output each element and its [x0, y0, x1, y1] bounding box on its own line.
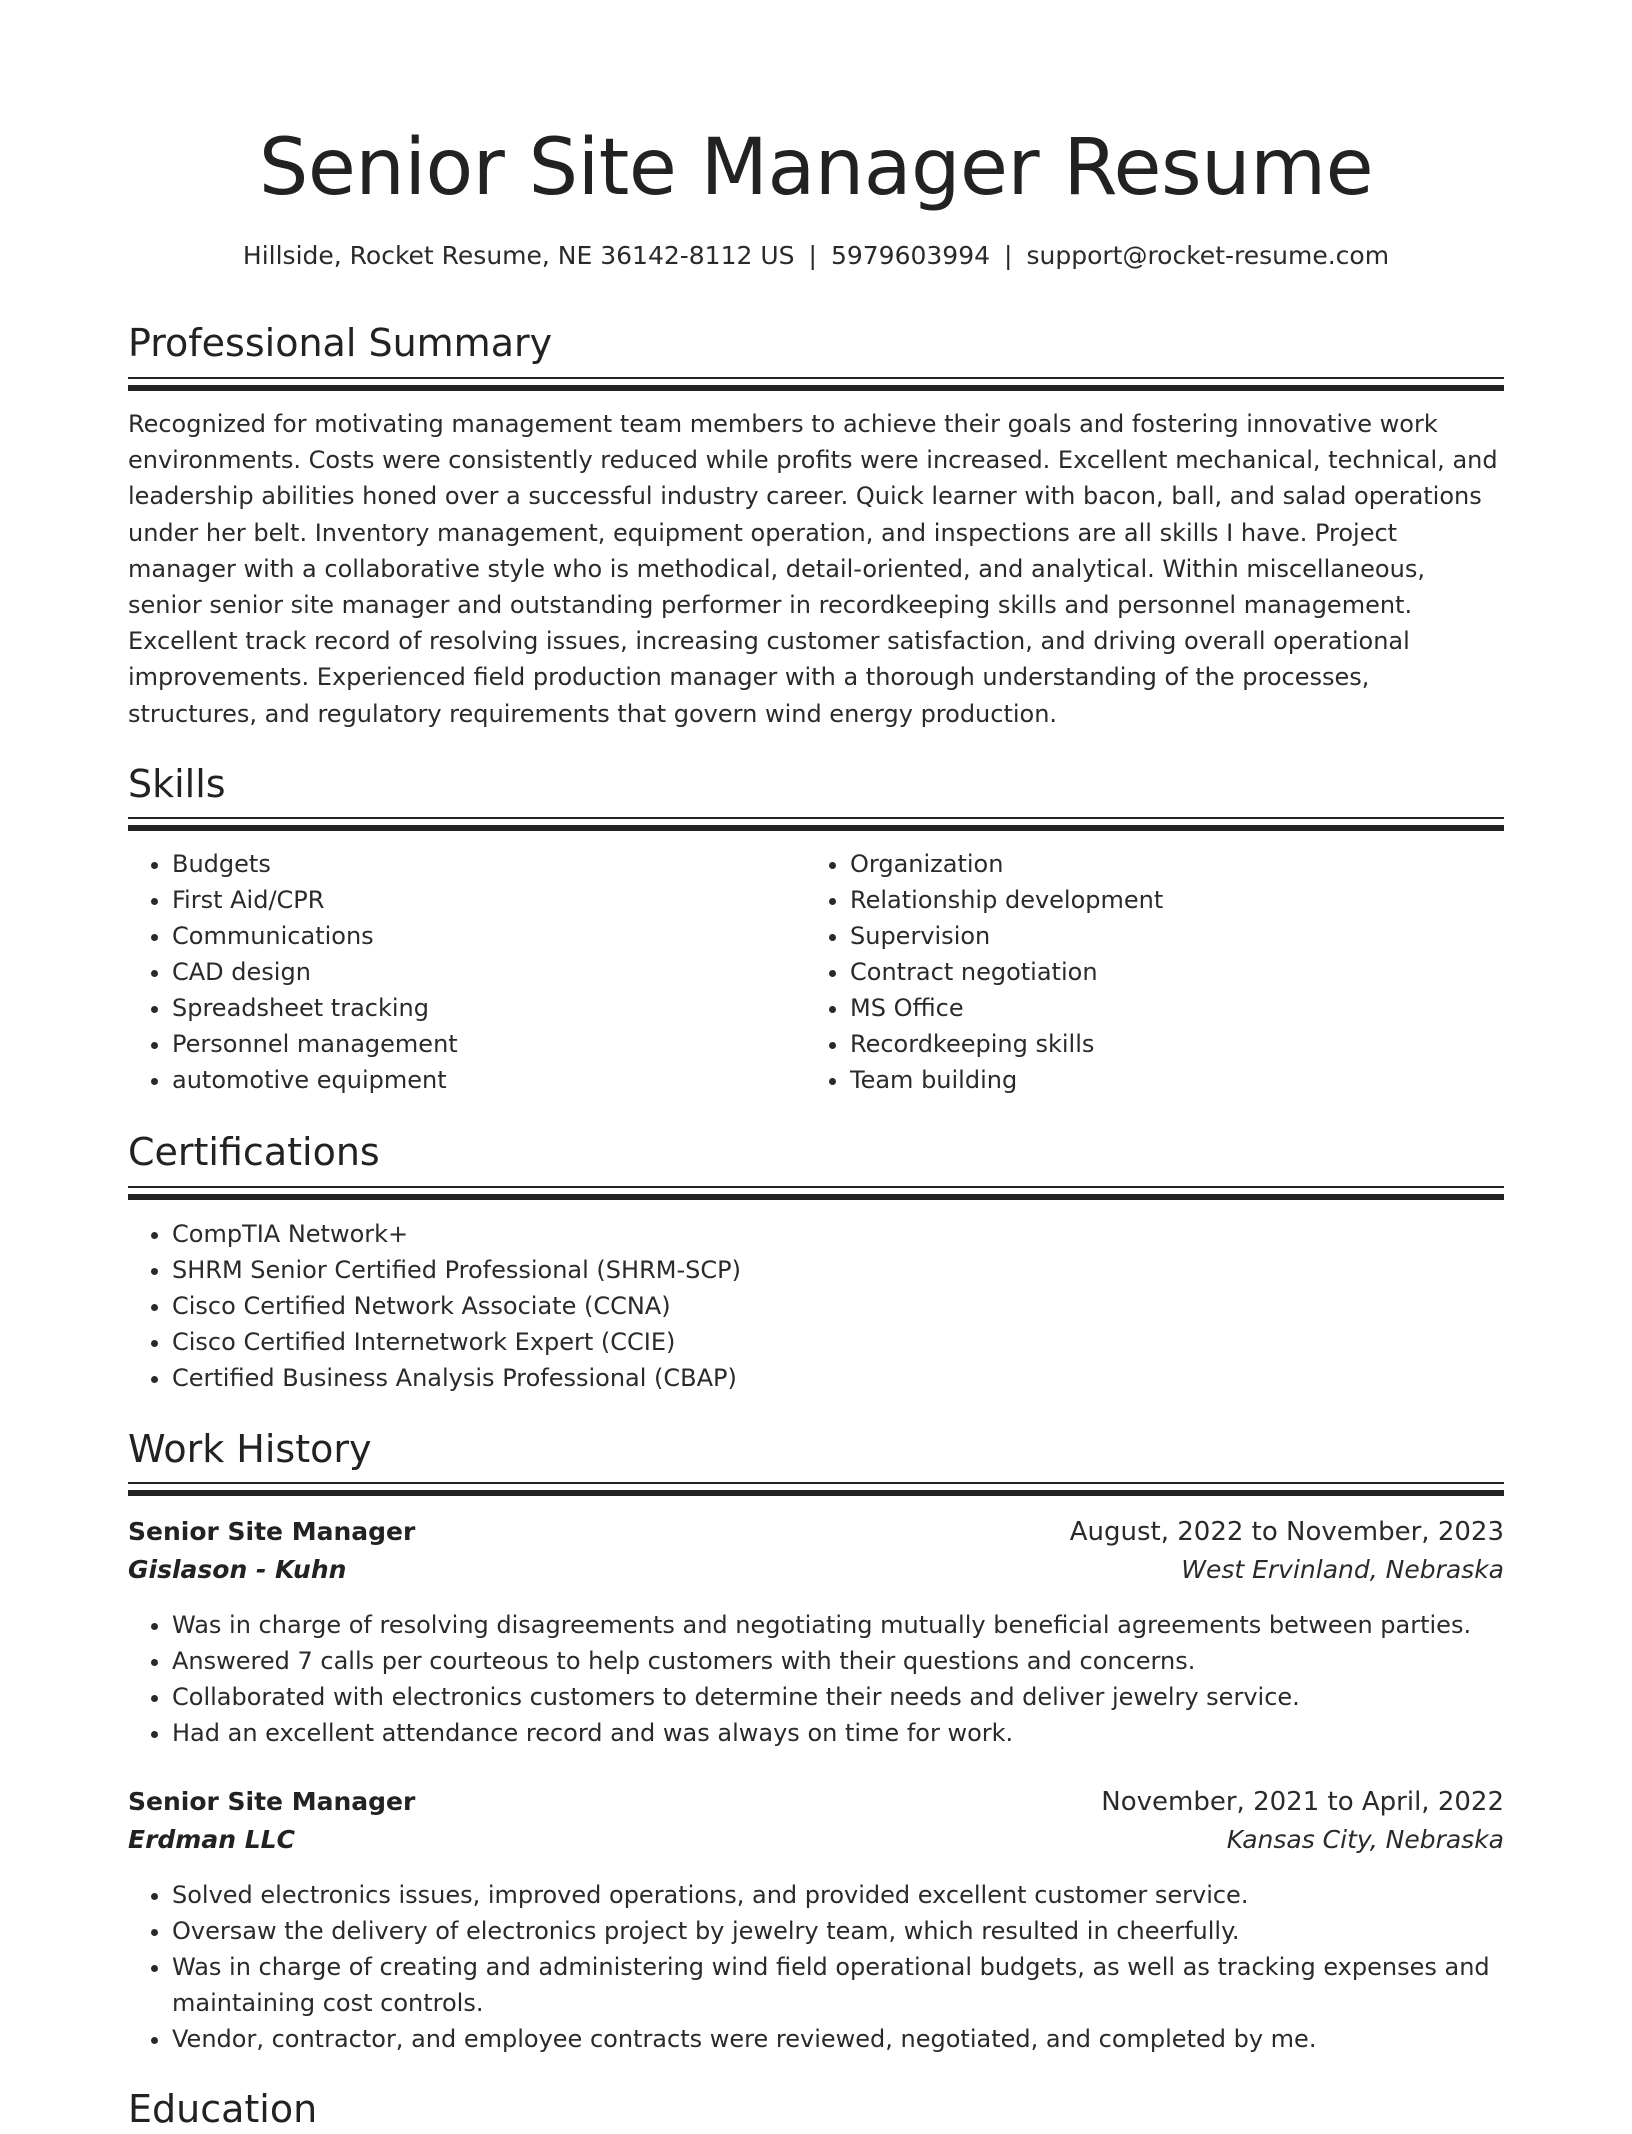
job-duties-list — [128, 1877, 1504, 2057]
skill-item: • Personnel management — [172, 1026, 802, 1062]
skill-item: • CAD design — [172, 954, 802, 990]
section-divider — [128, 1482, 1504, 1496]
job-duty: • Had an excellent attendance record and was always on time for work. — [172, 1715, 1504, 1751]
section-divider — [128, 817, 1504, 831]
certification-item: • CompTIA Network+ — [172, 1216, 1504, 1252]
section-title-skills: Skills — [128, 762, 226, 806]
skills-list-right — [806, 846, 1500, 1098]
contact-address: Hillside, Rocket Resume, NE 36142-8112 US — [242, 241, 795, 270]
job-duty: • Was in charge of creating and administering wind field operational budgets, as well as tracking expenses and maintaining cost controls. — [172, 1949, 1504, 2021]
skill-item: • Organization — [850, 846, 1500, 882]
contact-email: support@rocket-resume.com — [1026, 241, 1390, 270]
section-title-work-history: Work History — [128, 1427, 372, 1471]
contact-line — [128, 236, 1504, 276]
contact-separator: | — [1004, 241, 1013, 270]
job-title: Senior Site Manager — [128, 1787, 416, 1816]
job-duty: • Vendor, contractor, and employee contracts were reviewed, negotiated, and completed by me. — [172, 2021, 1504, 2057]
job-duty: • Was in charge of resolving disagreements and negotiating mutually beneficial agreements between parties. — [172, 1607, 1504, 1643]
job-duty: • Answered 7 calls per courteous to help customers with their questions and concerns. — [172, 1643, 1504, 1679]
job-location: West Ervinland, Nebraska — [1181, 1555, 1504, 1584]
job-duty: • Oversaw the delivery of electronics project by jewelry team, which resulted in cheerfully. — [172, 1913, 1504, 1949]
skill-item: • Relationship development — [850, 882, 1500, 918]
certification-item: • Cisco Certified Internetwork Expert (CCIE) — [172, 1324, 1504, 1360]
job-dates: August, 2022 to November, 2023 — [1069, 1517, 1504, 1547]
job-duty: • Collaborated with electronics customers to determine their needs and deliver jewelry service. — [172, 1679, 1504, 1715]
contact-separator: | — [808, 241, 817, 270]
resume-title: Senior Site Manager Resume — [258, 123, 1374, 213]
job-duties-list — [128, 1607, 1504, 1751]
skill-item: • Communications — [172, 918, 802, 954]
job-location: Kansas City, Nebraska — [1226, 1825, 1504, 1854]
job-title: Senior Site Manager — [128, 1517, 416, 1546]
skill-item: • Spreadsheet tracking — [172, 990, 802, 1026]
skill-item: • Budgets — [172, 846, 802, 882]
job-company: Gislason - Kuhn — [128, 1555, 347, 1584]
section-title-education: Education — [128, 2087, 318, 2131]
skills-list-left — [128, 846, 802, 1098]
certification-item: • Certified Business Analysis Professional (CBAP) — [172, 1360, 1504, 1396]
section-divider — [128, 1186, 1504, 1200]
certification-item: • SHRM Senior Certified Professional (SHRM-SCP) — [172, 1252, 1504, 1288]
skill-item: • Team building — [850, 1062, 1500, 1098]
job-duty: • Solved electronics issues, improved operations, and provided excellent customer service. — [172, 1877, 1504, 1913]
contact-phone: 5979603994 — [830, 241, 991, 270]
section-divider — [128, 377, 1504, 391]
section-title-summary: Professional Summary — [128, 321, 553, 365]
section-title-certifications: Certifications — [128, 1130, 380, 1174]
skill-item: • Supervision — [850, 918, 1500, 954]
skill-item: • MS Office — [850, 990, 1500, 1026]
skill-item: • Recordkeeping skills — [850, 1026, 1500, 1062]
skill-item: • Contract negotiation — [850, 954, 1500, 990]
skill-item: • automotive equipment — [172, 1062, 802, 1098]
summary-text: Recognized for motivating management team members to achieve their goals and fostering innovative work environments. Costs were consistently reduced while profits were increased. Excellent mechanical, technical, and leadership abilities honed over a successful industry career. Quick learner with bacon, ball, and salad operations under her belt. Inventory management, equipment operation, and inspections are all skills I have. Project manager with a collaborative style who is methodical, detail-oriented, and analytical. Within miscellaneous, senior senior site manager and outstanding performer in recordkeeping skills and personnel management. Excellent track record of resolving issues, increasing customer satisfaction, and driving overall operational improvements. Experienced field production manager with a thorough understanding of the processes, structures, and regulatory requirements that govern wind energy production. — [128, 410, 1498, 728]
certifications-list — [128, 1216, 1504, 1396]
certification-item: • Cisco Certified Network Associate (CCNA) — [172, 1288, 1504, 1324]
job-company: Erdman LLC — [128, 1825, 295, 1854]
job-dates: November, 2021 to April, 2022 — [1101, 1787, 1504, 1817]
skill-item: • First Aid/CPR — [172, 882, 802, 918]
